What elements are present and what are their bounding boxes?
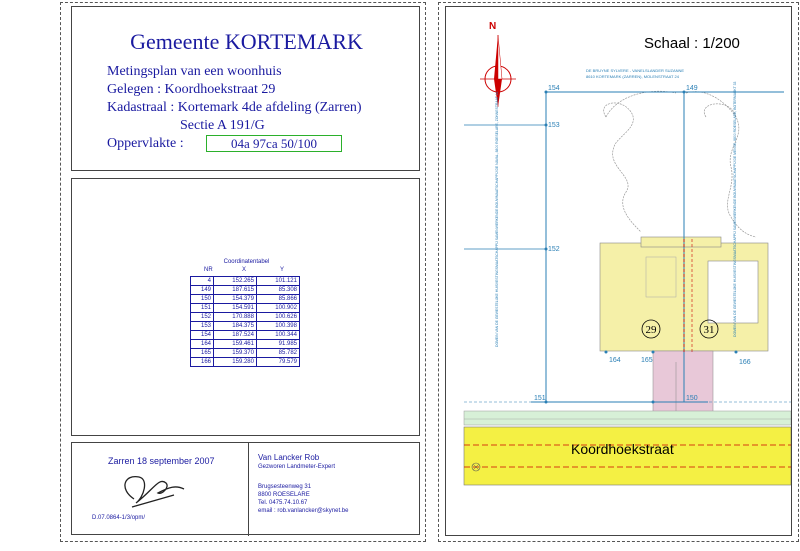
point-151: 151 xyxy=(534,395,546,402)
coordinate-cell-nr: 164 xyxy=(191,340,214,349)
street-name: Koordhoekstraat xyxy=(571,441,674,457)
header-nr: NR xyxy=(204,267,213,273)
point-152: 152 xyxy=(548,246,560,253)
coordinate-cell-cy: 100.344 xyxy=(257,331,300,340)
coordinate-table-title: Coordinatentabel xyxy=(223,259,270,265)
neighbor-top-address: 8610 KORTEMARK (ZARREN), MOLENSTRAAT 24 xyxy=(586,74,679,79)
point-166: 166 xyxy=(739,359,751,366)
coordinate-row xyxy=(191,295,300,304)
coordinate-cell-cx: 187.615 xyxy=(214,286,257,295)
coordinate-cell-cy: 100.902 xyxy=(257,304,300,313)
point-149: 149 xyxy=(686,85,698,92)
coordinate-cell-cx: 159.280 xyxy=(214,358,257,367)
email: email : rob.vanlancker@skynet.be xyxy=(258,508,349,514)
coordinate-cell-nr: 150 xyxy=(191,295,214,304)
address-city: 8800 ROESELARE xyxy=(258,492,310,498)
coordinate-table xyxy=(190,276,300,367)
coordinate-row xyxy=(191,322,300,331)
coordinate-row xyxy=(191,331,300,340)
coordinate-cell-cx: 159.370 xyxy=(214,349,257,358)
coordinate-cell-cy: 101.121 xyxy=(257,277,300,286)
coordinate-cell-nr: 154 xyxy=(191,331,214,340)
point-150: 150 xyxy=(686,395,698,402)
area-value: 04a 97ca 50/100 xyxy=(206,135,342,152)
coordinate-cell-nr: 151 xyxy=(191,304,214,313)
coordinate-cell-cx: 154.591 xyxy=(214,304,257,313)
coordinate-cell-nr: 153 xyxy=(191,322,214,331)
coordinate-cell-nr: 152 xyxy=(191,313,214,322)
plan-block xyxy=(445,6,792,536)
municipality-title: Gemeente KORTEMARK xyxy=(130,29,363,54)
header-y: Y xyxy=(280,267,285,273)
coordinate-cell-cy: 85.782 xyxy=(257,349,300,358)
coordinate-cell-nr: 4 xyxy=(191,277,214,286)
coordinate-row xyxy=(191,313,300,322)
signature xyxy=(114,469,194,511)
point-153: 153 xyxy=(548,122,560,129)
coordinate-cell-nr: 166 xyxy=(191,358,214,367)
coordinate-cell-cx: 159.461 xyxy=(214,340,257,349)
point-165: 165 xyxy=(641,357,653,364)
coordinate-cell-cy: 100.398 xyxy=(257,322,300,331)
coordinate-row xyxy=(191,358,300,367)
address-street: Brugsesteenweg 31 xyxy=(258,484,312,490)
north-label: N xyxy=(489,21,497,32)
driveway xyxy=(653,351,713,421)
coordinate-cell-cy: 85.308 xyxy=(257,286,300,295)
coordinate-row xyxy=(191,349,300,358)
coordinate-cell-cx: 154.379 xyxy=(214,295,257,304)
coordinate-cell-cy: 100.626 xyxy=(257,313,300,322)
plan-description: Metingsplan van een woonhuis xyxy=(107,64,282,79)
location-line: Gelegen : Koordhoekstraat 29 xyxy=(107,82,276,97)
footer-block xyxy=(71,442,420,535)
point-164: 164 xyxy=(609,357,621,364)
coordinate-cell-cy: 91.985 xyxy=(257,340,300,349)
neighbor-left-owner: DOMEIN VAN DE GEWESTELIJKE HUISVESTINGSMAATSCHAPPIJ SAMENWERKENDE BOUWMAATSCHAPPIJ DE NAVAL, 8800 ROESELARE, ZONNESTRAAT 16 xyxy=(495,91,499,347)
site-plan-drawing xyxy=(446,7,791,535)
coordinate-cell-nr: 165 xyxy=(191,349,214,358)
phone: Tel. 0475.74.10.67 xyxy=(258,500,308,506)
place-date: Zarren 18 september 2007 xyxy=(108,456,215,466)
coordinate-table-block xyxy=(71,178,420,436)
coordinate-row xyxy=(191,286,300,295)
section-line: Sectie A 191/G xyxy=(180,118,265,133)
neighbor-right-owner: DOMEIN VAN DE GEWESTELIJKE HUISVESTINGSMAATSCHAPPIJ SAMENWERKENDE BOUWMAATSCHAPPIJ DE MENSE, 8800 ROESELARE, BOTERMARKT 33 xyxy=(733,81,737,337)
coordinate-cell-cx: 170.888 xyxy=(214,313,257,322)
surveyor-title: Gezworen Landmeter-Expert xyxy=(258,464,336,470)
coordinate-row xyxy=(191,340,300,349)
cadastral-line: Kadastraal : Kortemark 4de afdeling (Zarren) xyxy=(107,100,362,115)
coordinate-cell-nr: 149 xyxy=(191,286,214,295)
house-number-29: 29 xyxy=(645,324,657,336)
scale-label: Schaal : 1/200 xyxy=(644,35,740,52)
coordinate-row xyxy=(191,304,300,313)
coordinate-cell-cx: 187.524 xyxy=(214,331,257,340)
header-x: X xyxy=(242,267,247,273)
coordinate-cell-cy: 85.866 xyxy=(257,295,300,304)
title-block xyxy=(71,6,420,171)
house-number-31: 31 xyxy=(703,324,715,336)
coordinate-row xyxy=(191,277,300,286)
coordinate-cell-cy: 79.579 xyxy=(257,358,300,367)
footer-divider xyxy=(248,443,249,536)
area-label: Oppervlakte : xyxy=(107,136,184,151)
coordinate-cell-cx: 184.375 xyxy=(214,322,257,331)
neighbor-top-owner: DE BRUYNE SYLVERE - VANELSLANDER SUZANNE xyxy=(586,68,685,73)
coordinate-cell-cx: 152.265 xyxy=(214,277,257,286)
reference-number: D.07.0864-1/3/opm/ xyxy=(92,515,146,521)
surveyor-name: Van Lancker Rob xyxy=(258,453,320,462)
point-154: 154 xyxy=(548,85,560,92)
